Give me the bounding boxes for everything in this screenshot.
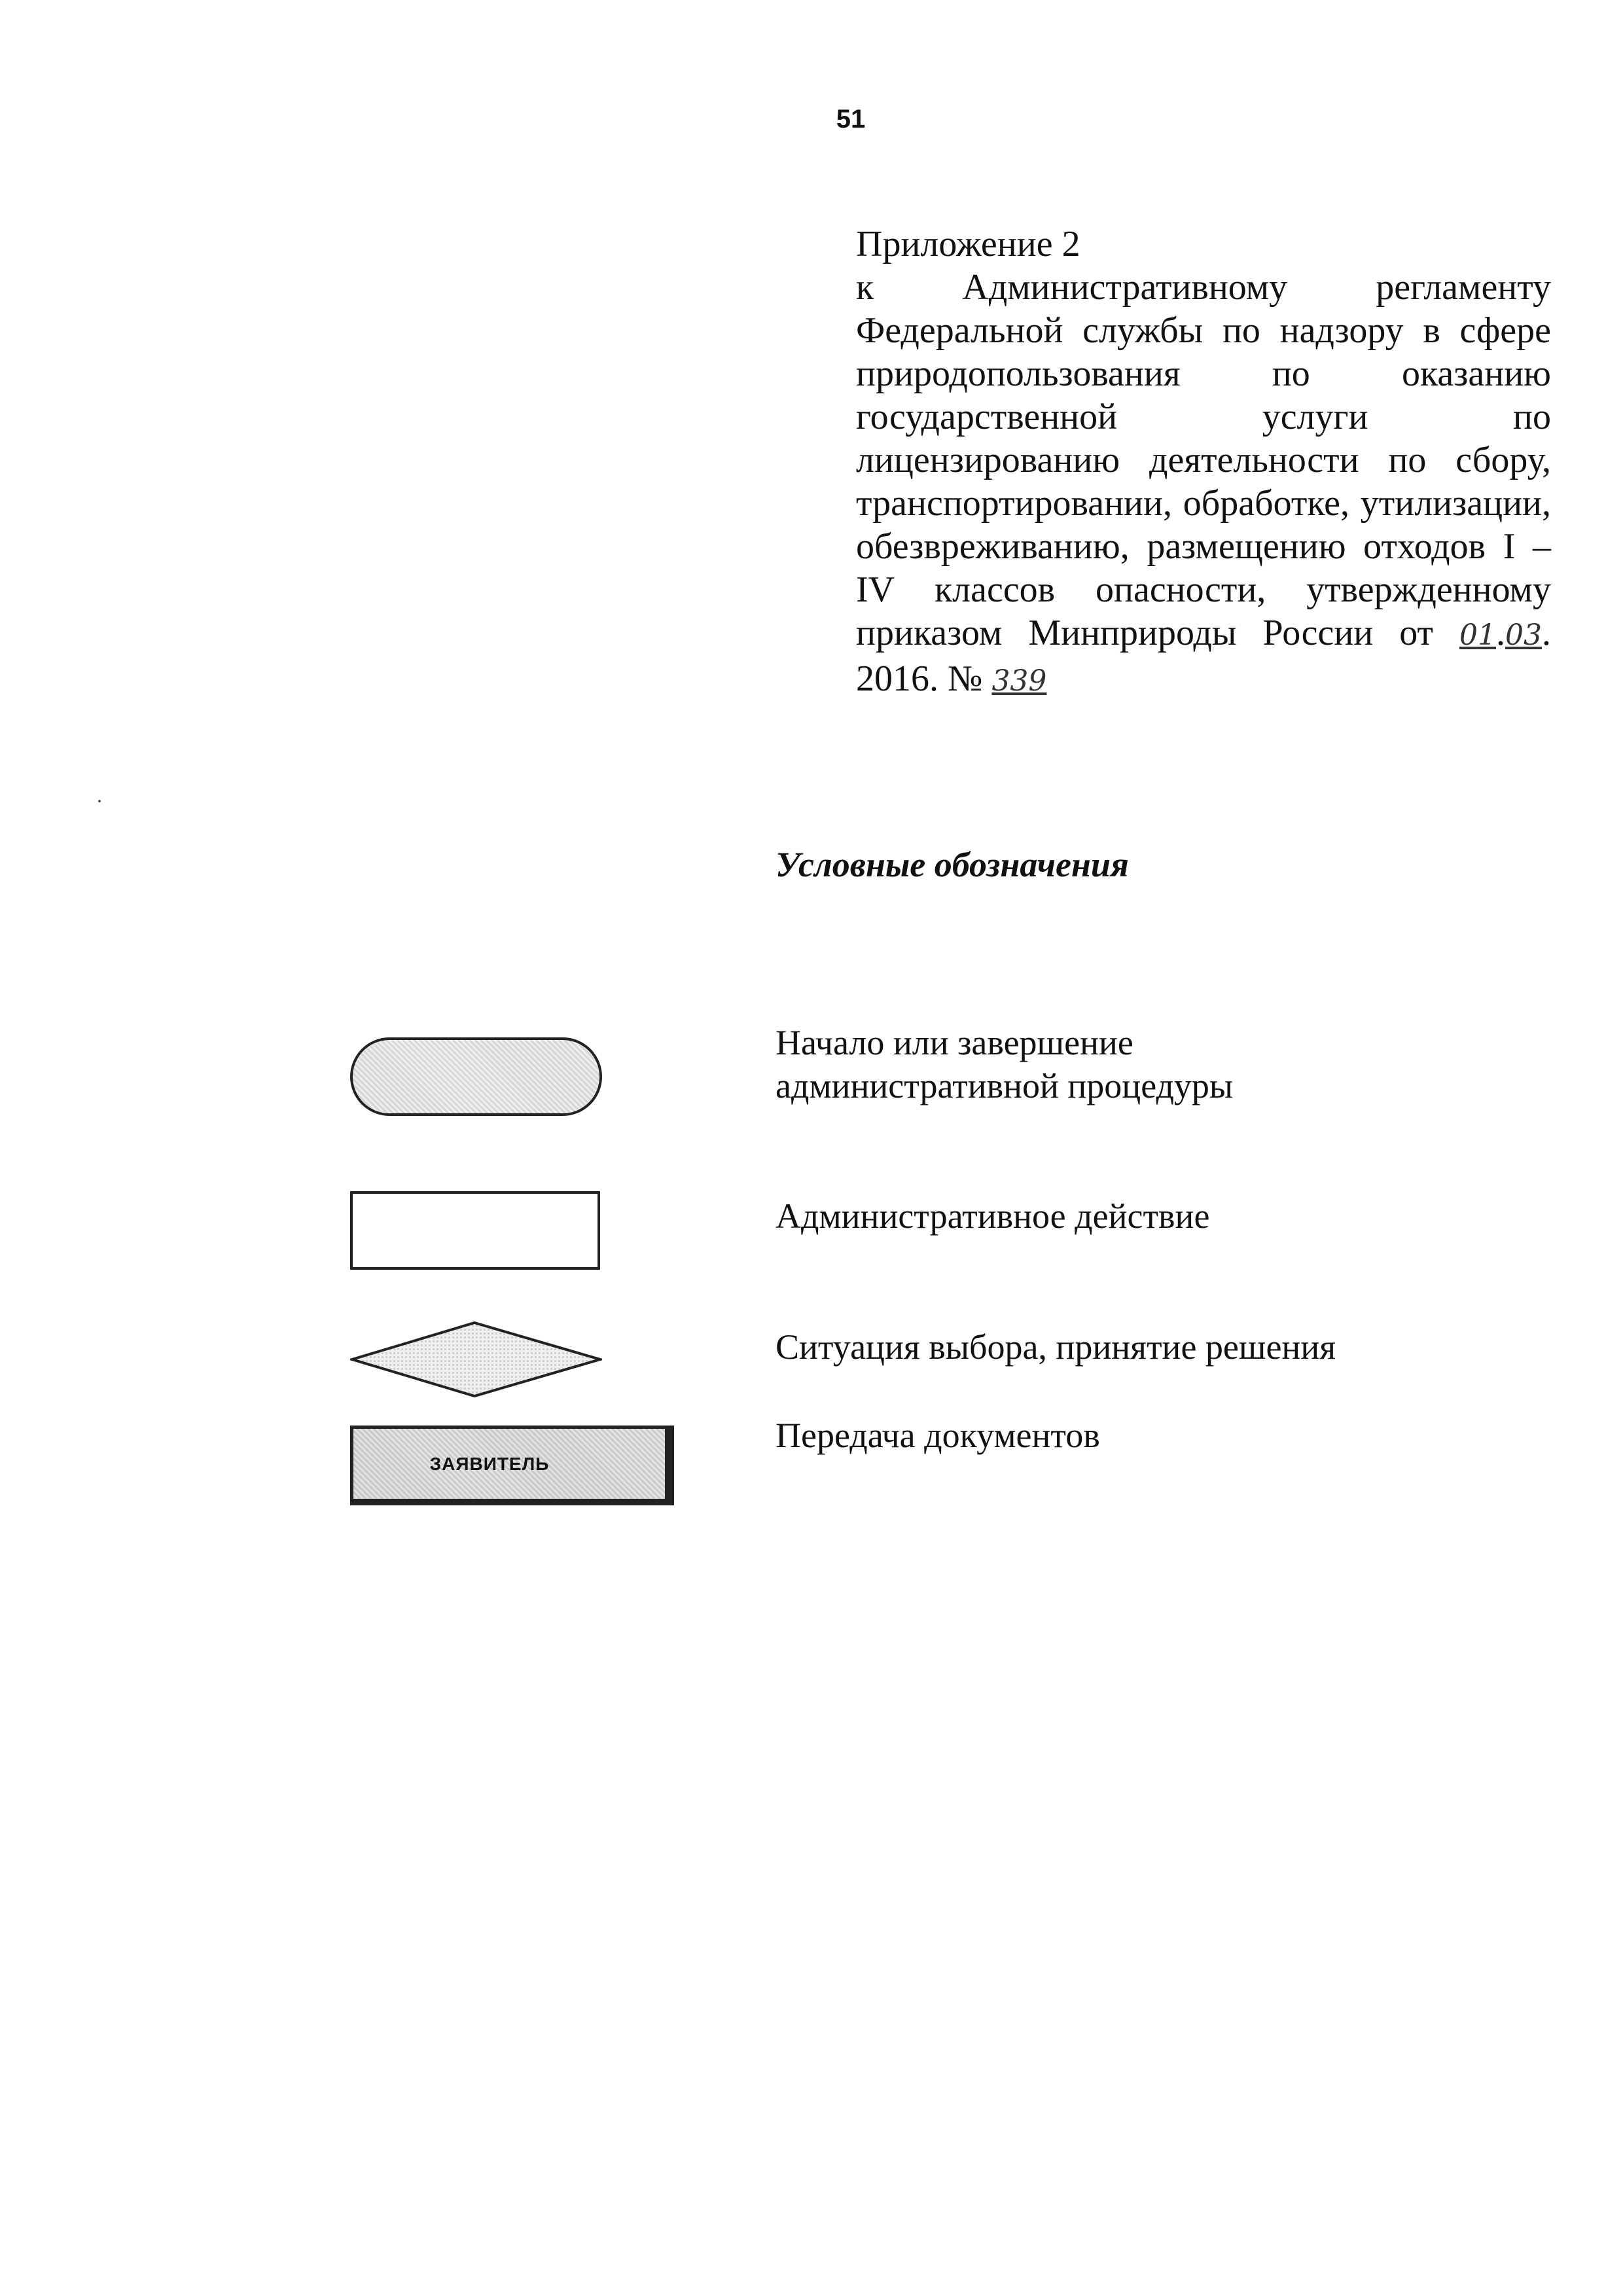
decision-symbol — [350, 1321, 602, 1398]
appendix-title: Приложение 2 — [856, 224, 1080, 264]
page-number: 51 — [836, 105, 866, 134]
legend-heading: Условные обозначения — [776, 845, 1129, 884]
decision-diamond-shape — [352, 1323, 600, 1396]
legend-label-document-transfer: Передача документов — [776, 1416, 1100, 1455]
legend-label-decision: Ситуация выбора, принятие решения — [776, 1327, 1336, 1367]
handwritten-order-number: 339 — [991, 664, 1047, 698]
document-transfer-symbol — [350, 1426, 674, 1505]
legend-label-terminator: Начало или завершение административной процедуры — [776, 1023, 1234, 1105]
scan-speck — [98, 800, 101, 802]
appendix-body-text: к Административному регламенту Федеральной службы по надзору в сфере природопользования по оказанию государственной услуги по лицензированию деятельности по сбору, транспортировании, обработке, утилизации, обезвреживанию, размещению отходов I – IV классов опасности, утвержденному приказом Минприроды России от — [856, 267, 1551, 653]
handwritten-date-day: 01 — [1459, 619, 1497, 652]
legend-label-process: Административное действие — [776, 1196, 1210, 1236]
appendix-body: к Административному регламенту Федеральной службы по надзору в сфере природопользования по оказанию государственной услуги по лицензированию деятельности по сбору, транспортировании, обработке, утилизации, обезвреживанию, размещению отходов I – IV классов опасности, утвержденному приказом Минприроды России от 01.03. 2016. № 339 — [856, 267, 1552, 699]
document-transfer-symbol-label: ЗАЯВИТЕЛЬ — [429, 1453, 550, 1474]
handwritten-date-month: 03 — [1505, 619, 1543, 652]
date-year-suffix: . 2016. № — [856, 613, 1552, 699]
terminator-symbol — [350, 1037, 602, 1116]
process-symbol — [350, 1191, 600, 1270]
appendix-block — [856, 223, 1551, 703]
